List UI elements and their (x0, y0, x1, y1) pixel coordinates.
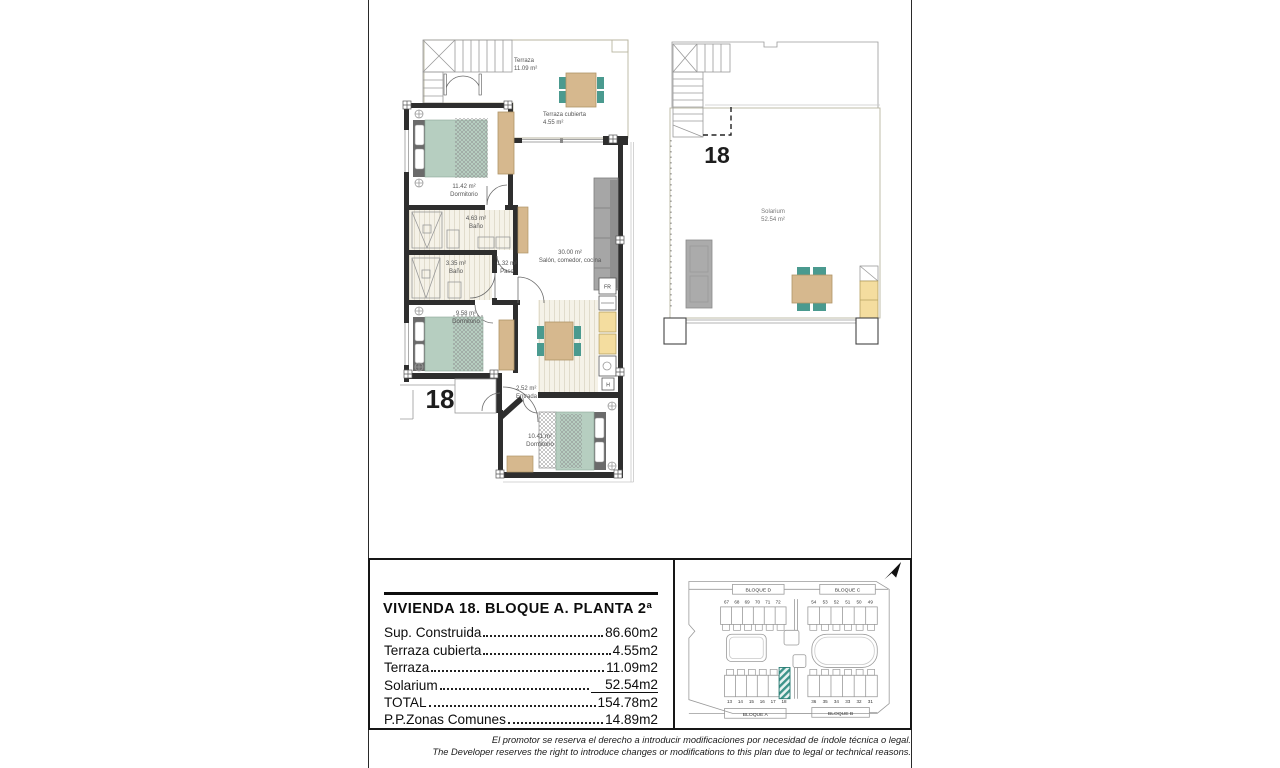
block-a (689, 667, 812, 718)
terraza-cubierta-area: 4.55 m² (543, 120, 564, 126)
surface-row (384, 640, 658, 657)
stair-opening-dashed (703, 107, 731, 135)
unit-number: 67 (724, 599, 730, 605)
bano2-area: 3.35 m² (445, 261, 467, 267)
unit-number: 50 (856, 599, 862, 605)
terraza-area: 11.09 m² (514, 66, 538, 72)
block-b-label: BLOQUE B (827, 711, 854, 717)
dormitorio1-label: Dormitorio (450, 192, 478, 198)
dormitorio3-area: 10.41 m² (528, 434, 552, 440)
paso-label: Paso (500, 269, 514, 275)
paso-area: 1.32 m² (496, 261, 518, 267)
surface-label: P.P.Zonas Comunes (384, 712, 506, 728)
kitchen-units (599, 278, 616, 390)
terrace-double-door (444, 74, 481, 95)
solarium-unit-number: 18 (704, 142, 730, 168)
surface-row (384, 623, 658, 640)
surface-label: Solarium (384, 677, 438, 693)
terraza-label: Terraza (514, 58, 535, 64)
staircase (423, 40, 512, 103)
surface-table (370, 560, 675, 728)
hall-cupboard (518, 207, 528, 253)
site-plan (675, 560, 910, 728)
surface-label: Terraza cubierta (384, 642, 482, 658)
surface-row (384, 675, 658, 692)
unit-number: 34 (833, 699, 839, 705)
surface-row (384, 658, 658, 675)
fridge-label: FR (604, 284, 611, 291)
highlighted-unit-18 (779, 667, 790, 698)
plan-title: VIVIENDA 18. BLOQUE A. PLANTA 2ª (383, 601, 653, 617)
block-a-label: BLOQUE A (742, 712, 768, 718)
unit-number: 72 (775, 599, 781, 605)
disclaimer (432, 735, 911, 758)
block-divider (794, 599, 797, 699)
bedroom3 (507, 402, 616, 472)
surface-label: TOTAL (384, 694, 427, 710)
unit-number: 16 (759, 699, 765, 705)
solarium-area: 52.54 m² (761, 217, 785, 223)
solarium-cabinet (860, 266, 878, 318)
dotted-leader (429, 705, 596, 707)
unit-number: 14 (737, 699, 743, 705)
unit-number: 35 (822, 699, 828, 705)
surface-value: 86.60m2 (605, 625, 658, 641)
entrada-area: 2.52 m² (516, 386, 537, 392)
unit-number: 51 (845, 599, 851, 605)
pools (727, 630, 878, 667)
dotted-leader (508, 722, 603, 724)
title-rule (384, 592, 658, 595)
apartment-floor-plan (400, 30, 640, 510)
solarium-staircase (673, 44, 730, 137)
terrace-table-set (559, 73, 604, 107)
surface-value: 52.54m2 (591, 677, 658, 693)
solarium-table-set (792, 267, 832, 311)
unit-number: 36 (811, 699, 817, 705)
unit-number: 15 (748, 699, 754, 705)
surface-label: Terraza (384, 660, 430, 676)
surface-value: 4.55m2 (612, 642, 658, 658)
solarium-label: Solarium (761, 209, 785, 215)
deck-supports (664, 318, 878, 344)
dormitorio2-area: 9.58 m² (455, 311, 477, 317)
dormitorio3-label: Dormitorio (526, 442, 554, 448)
dotted-leader (431, 670, 604, 672)
block-c-label: BLOQUE C (834, 588, 861, 594)
unit-number: 68 (734, 599, 740, 605)
bano1-label: Baño (468, 224, 484, 230)
solarium-lounger (686, 240, 712, 308)
dormitorio1-area: 11.42 m² (452, 184, 476, 190)
dormitorio2-label: Dormitorio (452, 319, 480, 325)
unit-number-label: 18 (425, 384, 455, 414)
dotted-leader (440, 688, 589, 690)
entrada (516, 386, 538, 400)
unit-number: 49 (867, 599, 873, 605)
salon-area: 30.00 m² (558, 250, 582, 256)
site-plan-cell (675, 560, 910, 728)
unit-number: 33 (845, 699, 851, 705)
unit-number: 54 (811, 599, 817, 605)
bathroom1-floor (409, 210, 513, 250)
salon-label: Salón, comedor, cocina (538, 258, 602, 264)
disclaimer-es: El promotor se reserva el derecho a introducir modificaciones por necesidad de índole técnica o legal. (491, 735, 911, 745)
unit-number: 71 (765, 599, 771, 605)
disclaimer-en: The Developer reserves the right to introduce changes or modifications to this plan due to legal or technical reasons. (432, 746, 911, 757)
solarium-floor-plan (660, 30, 890, 350)
north-arrow-icon (884, 562, 901, 580)
unit-number: 31 (867, 699, 873, 705)
hob-label: H (606, 382, 610, 389)
block-d-label: BLOQUE D (745, 588, 772, 594)
block-c (808, 584, 877, 630)
surface-value: 11.09m2 (606, 660, 658, 676)
surface-value: 14.89m2 (605, 712, 658, 728)
bano2-label: Baño (448, 269, 464, 275)
unit-number: 13 (727, 699, 733, 705)
dotted-leader (483, 635, 603, 637)
block-b (808, 669, 877, 717)
terraza-cubierta-label: Terraza cubierta (543, 112, 587, 118)
surface-row (384, 710, 658, 727)
bano1-area: 4.63 m² (465, 216, 487, 222)
title-block (368, 558, 912, 730)
unit-number: 17 (770, 699, 776, 705)
unit-number: 53 (822, 599, 828, 605)
surface-value: 154.78m2 (597, 694, 658, 710)
surface-label: Sup. Construida (384, 625, 482, 641)
unit-number: 70 (754, 599, 761, 605)
unit-number: 52 (833, 599, 839, 605)
unit-number: 18 (781, 699, 787, 705)
bedroom1 (413, 110, 514, 198)
bedroom2 (413, 307, 514, 371)
dotted-leader (483, 653, 610, 655)
wall-light-icon (608, 402, 616, 470)
unit-number: 32 (856, 699, 862, 705)
surface-row (384, 693, 658, 710)
unit-number: 69 (744, 599, 750, 605)
entrada-label: Entrada (516, 394, 538, 400)
